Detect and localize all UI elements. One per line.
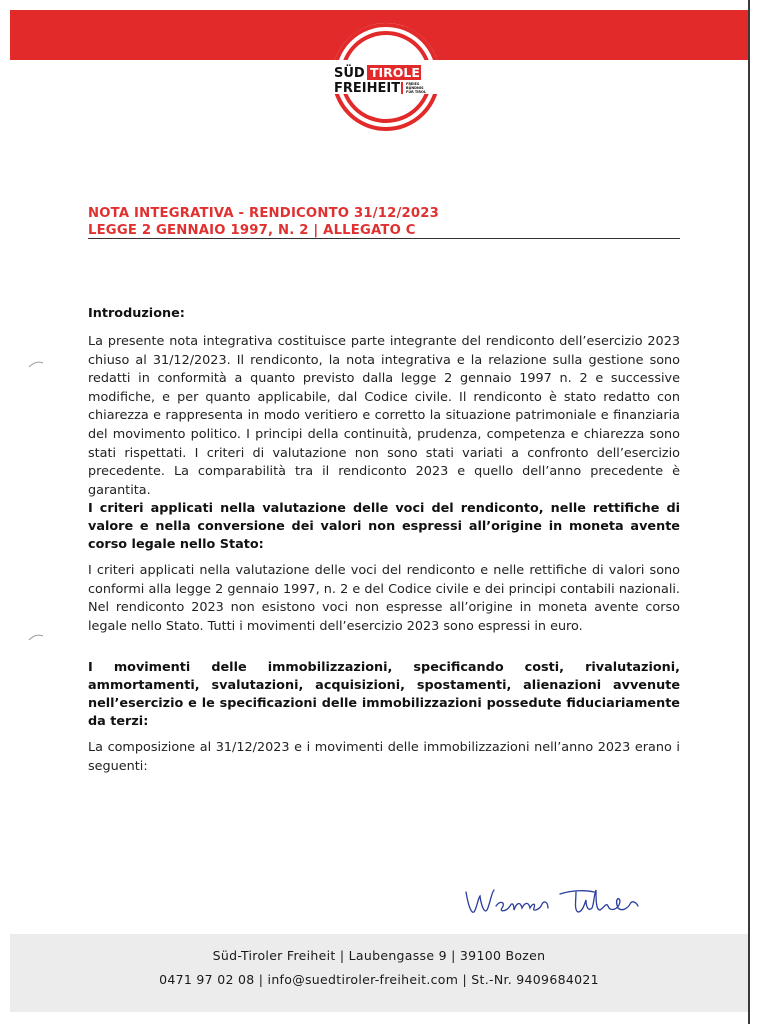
document-title <box>88 205 680 239</box>
logo-text-tiroler: TIROLER <box>370 65 430 80</box>
section-introduzione <box>88 305 680 500</box>
logo-tagline-2: BÜNDNIS <box>406 86 424 90</box>
title-line-1: NOTA INTEGRATIVA - RENDICONTO 31/12/2023 <box>88 206 440 221</box>
section-movimenti <box>88 659 680 776</box>
footer-address: Süd-Tiroler Freiheit | Laubengasse 9 | 39100 Bozen <box>212 948 546 963</box>
title-underline <box>88 238 680 239</box>
logo-tagline-3: FÜR TIROL <box>406 90 427 94</box>
criteria-heading: I criteri applicati nella valutazione delle voci del rendiconto, nelle rettifiche di valore e nella conversione dei valori non espressi all’origine in moneta avente corso legale nello Stato: <box>88 501 680 552</box>
movements-heading: I movimenti delle immobilizzazioni, specificando costi, rivalutazioni, ammortamenti, svalutazioni, acquisizioni, spostamenti, alienazioni avvenute nell’esercizio e le specificazioni delle immobilizzazioni possedute fiduciariamente da terzi: <box>88 660 680 729</box>
title-line-2: LEGGE 2 GENNAIO 1997, N. 2 | ALLEGATO C <box>88 223 416 238</box>
sued-tiroler-freiheit-logo <box>323 22 449 132</box>
logo-text-freiheit: FREIHEIT <box>334 81 401 96</box>
footer-contact: 0471 97 02 08 | info@suedtiroler-freiheit.com | St.-Nr. 9409684021 <box>159 972 599 987</box>
criteria-body: I criteri applicati nella valutazione delle voci del rendiconto e nelle rettifiche di valori sono conformi alla legge 2 gennaio 1997, n. 2 e del Codice civile e dei principi contabili nazionali. Nel rendiconto 2023 non esistono voci non espresse all’origine in moneta avente corso legale nello Stato. Tutti i movimenti dell’esercizio 2023 sono espressi in euro. <box>88 563 680 634</box>
page-edge <box>748 0 750 1024</box>
scan-margin-mark <box>28 633 44 641</box>
movements-body: La composizione al 31/12/2023 e i movimenti delle immobilizzazioni nell’anno 2023 erano i seguenti: <box>88 740 680 774</box>
intro-heading: Introduzione: <box>88 306 185 321</box>
logo-tagline-1: FREIES <box>406 82 420 86</box>
scan-margin-mark <box>28 360 44 368</box>
intro-body: La presente nota integrativa costituisce parte integrante del rendiconto dell’esercizio 2023 chiuso al 31/12/2023. Il rendiconto, la nota integrativa e la relazione sulla gestione sono redatti in conformità a quanto previsto dalla legge 2 gennaio 1997 n. 2 e successive modifiche, e per quanto applicabile, dal Codice civile. Il rendiconto è stato redatto con chiarezza e rappresenta in modo veritiero e corretto la situazione patrimoniale e finanziaria del movimento politico. I principi della continuità, prudenza, competenza e chiarezza sono stati rispettati. I criteri di valutazione non sono stati variati a confronto dell’esercizio precedente. La comparabilità tra il rendiconto 2023 e quello dell’anno precedente è garantita. <box>88 334 680 498</box>
handwritten-signature <box>462 882 672 922</box>
logo-text-sued: SÜD <box>334 66 365 81</box>
section-criteri <box>88 500 680 636</box>
